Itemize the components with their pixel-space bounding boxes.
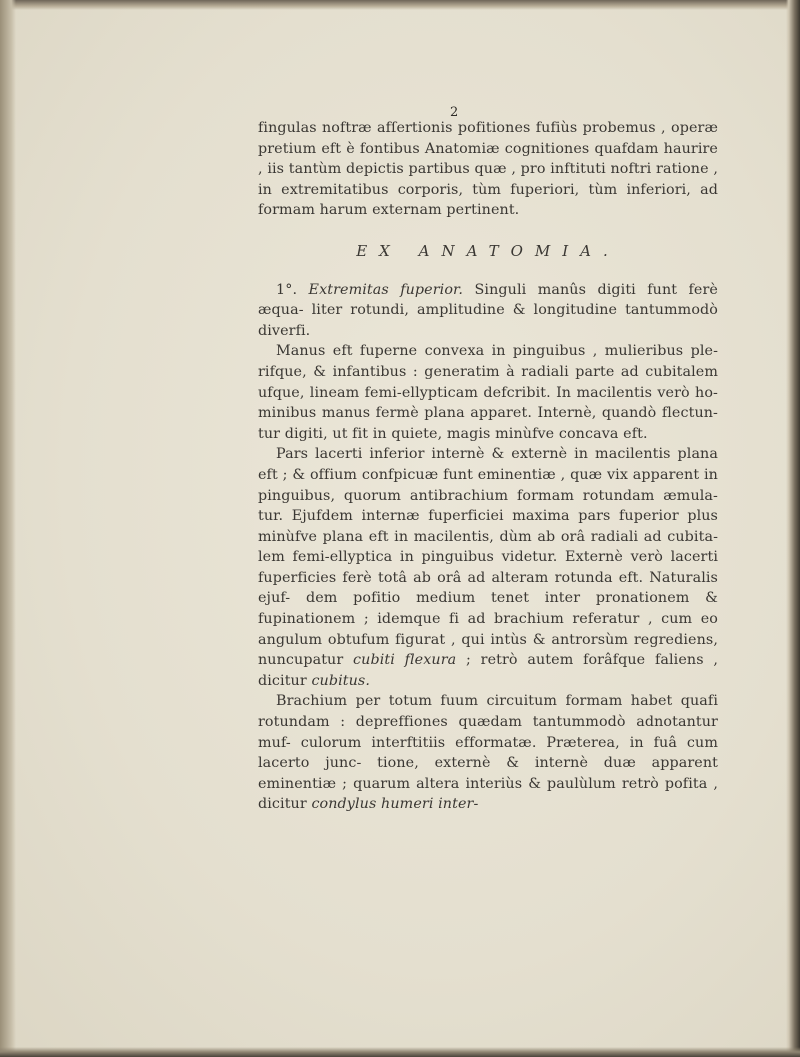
page-edge-right [786, 0, 800, 1057]
paragraph-3-mid: ; retrò autem forâfque faliens , dicitur [258, 652, 719, 689]
paragraph-4-text: Brachium per totum fuum circuitum formam habet quafi rotundam : depreffiones quædam tantummodò adnotantur muf- culorum interftitiis efformatæ. Præterea, in fuâ cum lacerto junc- tione, externè & internè duæ apparent eminentiæ ; quarum altera interiùs & paulùlum retrò pofita , dicitur [258, 693, 718, 813]
paragraph-1 [258, 280, 718, 342]
term-cubitus: cubitus. [311, 672, 371, 689]
page-edge-top [0, 0, 800, 10]
term-cubiti-flexura: cubiti flexura [353, 652, 457, 669]
paragraph-number: 1°. [276, 281, 298, 298]
body-text [258, 118, 718, 815]
section-heading: EX ANATOMIA. [356, 241, 620, 260]
paragraph-4 [258, 691, 718, 815]
paragraph-1-text: Singuli manûs digiti funt ferè æqua- liter rotundi, amplitudine & longitudine tantummodò diverfi. [258, 281, 718, 339]
subheading-italic: Extremitas fuperior. [308, 281, 464, 298]
intro-paragraph: fingulas noftræ afſertionis pofitiones fufiùs probemus , operæ pretium eft è fontibus Anatomiæ cognitiones quafdam haurire , iis tantùm depictis partibus quæ , pro inftituti noftri ratione , in extremitatibus corporis, tùm fuperiori, tùm inferiori, ad formam harum externam pertinent. [258, 120, 718, 219]
page-edge-left [0, 0, 16, 1057]
paragraph-3 [258, 444, 718, 691]
page-edge-bottom [0, 1047, 800, 1057]
paragraph-2: Manus eft fuperne convexa in pinguibus , mulieribus ple- rifque, & infantibus : generatim à radiali parte ad cubitalem ufque, lineam femi-ellypticam defcribit. In macilentis verò ho- minibus manus fermè plana apparet. Internè, quandò flectun- tur digiti, ut fit in quiete, magis minùfve concava eft. [258, 343, 718, 442]
paragraph-3-text: Pars lacerti inferior internè & externè in macilentis plana eft ; & offium confpicuæ funt eminentiæ , quæ vix apparent in pinguibus, quorum antibrachium formam rotundam æmula- tur. Ejufdem internæ fuperficiei maxima pars fuperior plus minùfve plana eft in macilentis, dùm ab orâ radiali ad cubita- lem femi-ellyptica in pinguibus videtur. Externè verò lacerti fuperficies ferè totâ ab orâ ad alteram rotunda eft. Naturalis ejuf- dem pofitio medium tenet inter pronationem & fupinationem ; idemque fi ad brachium referatur , cum eo angulum obtufum figurat , qui intùs & antrorsùm regrediens, nuncupatur [258, 446, 718, 669]
page-number: 2 [450, 105, 459, 120]
term-condylus: condylus humeri inter- [311, 796, 479, 813]
